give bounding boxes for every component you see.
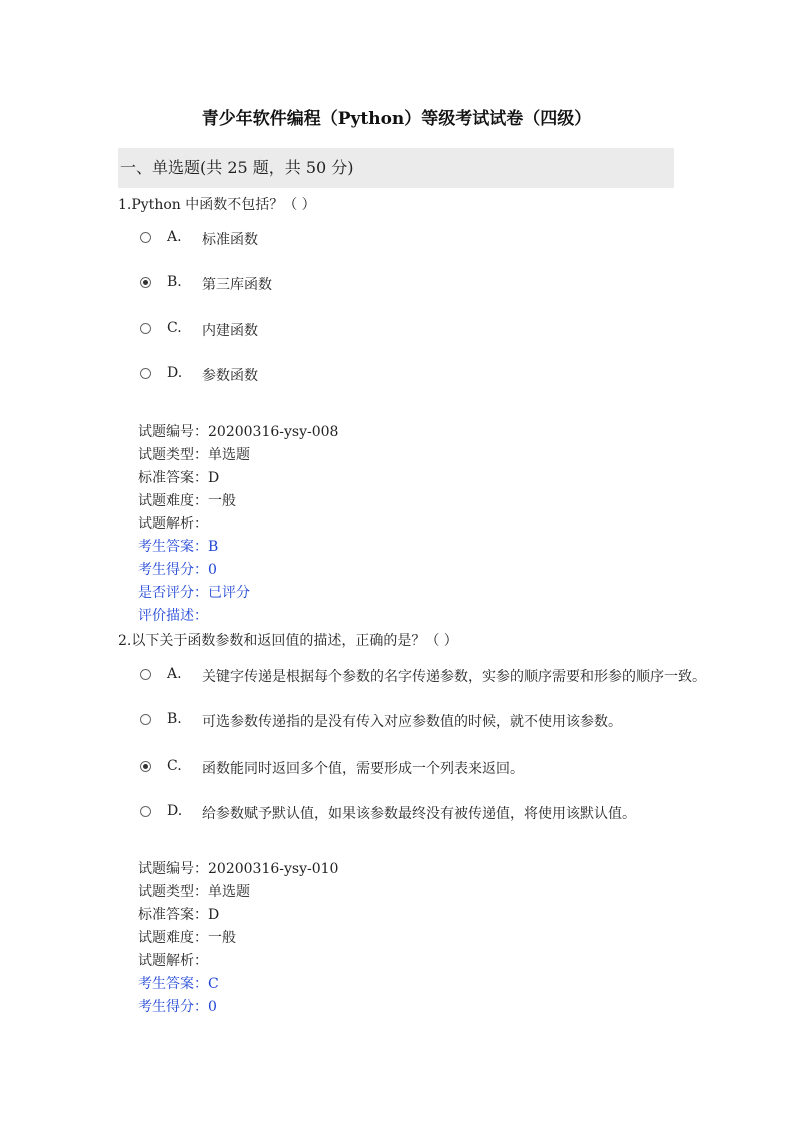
question-id: 试题编号：20200316-ysy-010 xyxy=(138,861,339,877)
radio-icon[interactable] xyxy=(140,323,151,334)
student-answer: 考生答案：B xyxy=(138,539,219,555)
question-2-text: 2.以下关于函数参数和返回值的描述，正确的是？（ ） xyxy=(118,633,458,649)
radio-selected-icon[interactable] xyxy=(140,761,151,772)
option-text: 给参数赋予默认值，如果该参数最终没有被传递值，将使用该默认值。 xyxy=(202,806,636,822)
option-letter: A. xyxy=(167,229,182,245)
exam-title: 青少年软件编程（Python）等级考试试卷（四级） xyxy=(201,109,592,129)
difficulty: 试题难度：一般 xyxy=(138,493,236,509)
option-text: 关键字传递是根据每个参数的名字传递参数，实参的顺序需要和形参的顺序一致。 xyxy=(202,669,706,685)
option-text: 函数能同时返回多个值，需要形成一个列表来返回。 xyxy=(202,761,524,777)
radio-icon[interactable] xyxy=(140,714,151,725)
graded-status: 是否评分：已评分 xyxy=(138,585,250,601)
option-letter: C. xyxy=(167,320,182,336)
option-text: 标准函数 xyxy=(202,232,258,248)
radio-icon[interactable] xyxy=(140,368,151,379)
question-1-text: 1.Python 中函数不包括？（ ） xyxy=(118,197,316,213)
evaluation-comment: 评价描述： xyxy=(138,608,208,624)
option-text: 内建函数 xyxy=(202,323,258,339)
analysis: 试题解析： xyxy=(138,953,208,969)
option-letter: D. xyxy=(167,803,183,819)
option-letter: B. xyxy=(167,711,182,727)
question-id: 试题编号：20200316-ysy-008 xyxy=(138,424,339,440)
question-2-meta xyxy=(138,858,338,1019)
option-letter: B. xyxy=(167,274,182,290)
difficulty: 试题难度：一般 xyxy=(138,930,236,946)
question-type: 试题类型：单选题 xyxy=(138,884,250,900)
standard-answer: 标准答案：D xyxy=(138,470,220,486)
section-header: 一、单选题(共 25 题，共 50 分) xyxy=(118,148,674,188)
option-text: 参数函数 xyxy=(202,368,258,384)
student-answer: 考生答案：C xyxy=(138,976,219,992)
question-type: 试题类型：单选题 xyxy=(138,447,250,463)
question-1-meta xyxy=(138,421,338,628)
option-letter: C. xyxy=(167,758,182,774)
option-letter: A. xyxy=(167,666,182,682)
option-text: 可选参数传递指的是没有传入对应参数值的时候，就不使用该参数。 xyxy=(202,714,622,730)
analysis: 试题解析： xyxy=(138,516,208,532)
radio-icon[interactable] xyxy=(140,232,151,243)
radio-selected-icon[interactable] xyxy=(140,277,151,288)
radio-icon[interactable] xyxy=(140,669,151,680)
standard-answer: 标准答案：D xyxy=(138,907,220,923)
option-text: 第三库函数 xyxy=(202,277,272,293)
option-letter: D. xyxy=(167,365,183,381)
student-score: 考生得分：0 xyxy=(138,999,217,1015)
radio-icon[interactable] xyxy=(140,806,151,817)
student-score: 考生得分：0 xyxy=(138,562,217,578)
